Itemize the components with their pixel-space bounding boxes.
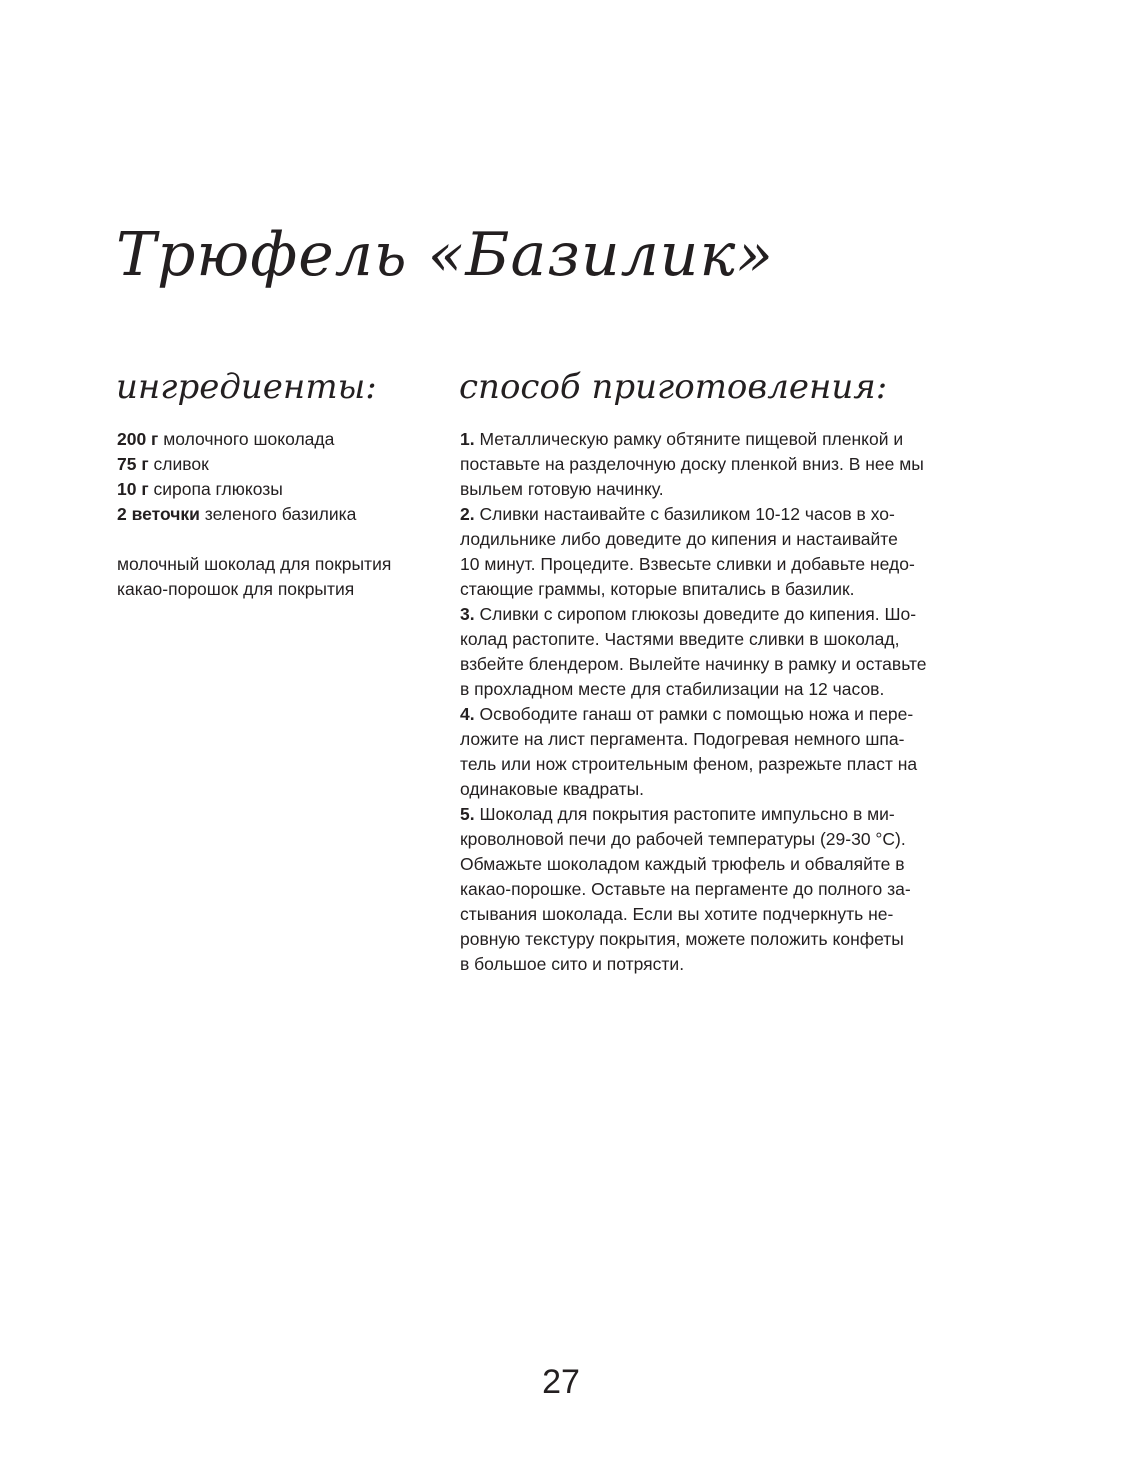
ingredient-item xyxy=(117,477,437,502)
method-line xyxy=(460,577,1020,602)
step-text: Сливки настаивайте с базиликом 10-12 часов в хо- xyxy=(479,504,895,524)
method-line xyxy=(460,952,1020,977)
step-text: колад растопите. Частями введите сливки в шоколад, xyxy=(460,629,900,649)
method-line xyxy=(460,777,1020,802)
step-text: тель или нож строительным феном, разрежьте пласт на xyxy=(460,754,918,774)
step-text: одинаковые квадраты. xyxy=(460,779,645,799)
step-number: 1. xyxy=(460,429,475,449)
ingredient-item xyxy=(117,452,437,477)
step-number: 2. xyxy=(460,504,475,524)
method-line xyxy=(460,627,1020,652)
ingredient-item xyxy=(117,427,437,452)
method-line xyxy=(460,602,1020,627)
ingredient-name: сиропа глюкозы xyxy=(153,479,283,499)
step-text: в прохладном месте для стабилизации на 12 часов. xyxy=(460,679,885,699)
step-text: кроволновой печи до рабочей температуры (29-30 °С). xyxy=(460,829,906,849)
method-line xyxy=(460,452,1020,477)
method-line xyxy=(460,477,1020,502)
step-number: 5. xyxy=(460,804,475,824)
method-line xyxy=(460,652,1020,677)
step-text: лодильнике либо доведите до кипения и настаивайте xyxy=(460,529,898,549)
ingredients-list xyxy=(117,427,437,602)
ingredient-name: молочного шоколада xyxy=(163,429,335,449)
step-text: ровную текстуру покрытия, можете положить конфеты xyxy=(460,929,904,949)
method-line xyxy=(460,852,1020,877)
step-number: 4. xyxy=(460,704,475,724)
method-line xyxy=(460,502,1020,527)
step-number: 3. xyxy=(460,604,475,624)
method-heading: способ приготовления: xyxy=(459,367,888,407)
ingredients-heading: ингредиенты: xyxy=(116,367,377,407)
method-line xyxy=(460,702,1020,727)
method-line xyxy=(460,527,1020,552)
method-line xyxy=(460,727,1020,752)
step-text: Шоколад для покрытия растопите импульсно в ми- xyxy=(479,804,895,824)
step-text: какао-порошке. Оставьте на пергаменте до полного за- xyxy=(460,879,911,899)
step-text: стающие граммы, которые впитались в базилик. xyxy=(460,579,855,599)
step-text: стывания шоколада. Если вы хотите подчеркнуть не- xyxy=(460,904,894,924)
method-line xyxy=(460,552,1020,577)
coating-item: какао-порошок для покрытия xyxy=(117,579,355,599)
method-line xyxy=(460,902,1020,927)
step-text: Обмажьте шоколадом каждый трюфель и обваляйте в xyxy=(460,854,905,874)
ingredient-name: сливок xyxy=(153,454,209,474)
method-line xyxy=(460,927,1020,952)
step-text: 10 минут. Процедите. Взвесьте сливки и добавьте недо- xyxy=(460,554,915,574)
step-text: Металлическую рамку обтяните пищевой пленкой и xyxy=(479,429,904,449)
method-text xyxy=(460,427,1020,977)
coating-item: молочный шоколад для покрытия xyxy=(117,554,392,574)
method-line xyxy=(460,752,1020,777)
method-line xyxy=(460,427,1020,452)
spacer xyxy=(117,527,437,552)
ingredient-quantity: 75 г xyxy=(117,454,149,474)
ingredient-quantity: 10 г xyxy=(117,479,149,499)
recipe-title: Трюфель «Базилик» xyxy=(116,220,774,290)
ingredient-quantity: 2 веточки xyxy=(117,504,200,524)
ingredient-name: зеленого базилика xyxy=(204,504,357,524)
step-text: Освободите ганаш от рамки с помощью ножа и пере- xyxy=(479,704,914,724)
step-text: поставьте на разделочную доску пленкой вниз. В нее мы xyxy=(460,454,924,474)
step-text: выльем готовую начинку. xyxy=(460,479,664,499)
page-number: 27 xyxy=(542,1363,580,1401)
method-line xyxy=(460,877,1020,902)
step-text: в большое сито и потрясти. xyxy=(460,954,685,974)
step-text: взбейте блендером. Вылейте начинку в рамку и оставьте xyxy=(460,654,927,674)
method-line xyxy=(460,827,1020,852)
method-line xyxy=(460,802,1020,827)
method-line xyxy=(460,677,1020,702)
step-text: ложите на лист пергамента. Подогревая немного шпа- xyxy=(460,729,905,749)
ingredient-item xyxy=(117,502,437,527)
step-text: Сливки с сиропом глюкозы доведите до кипения. Шо- xyxy=(479,604,917,624)
ingredient-quantity: 200 г xyxy=(117,429,159,449)
